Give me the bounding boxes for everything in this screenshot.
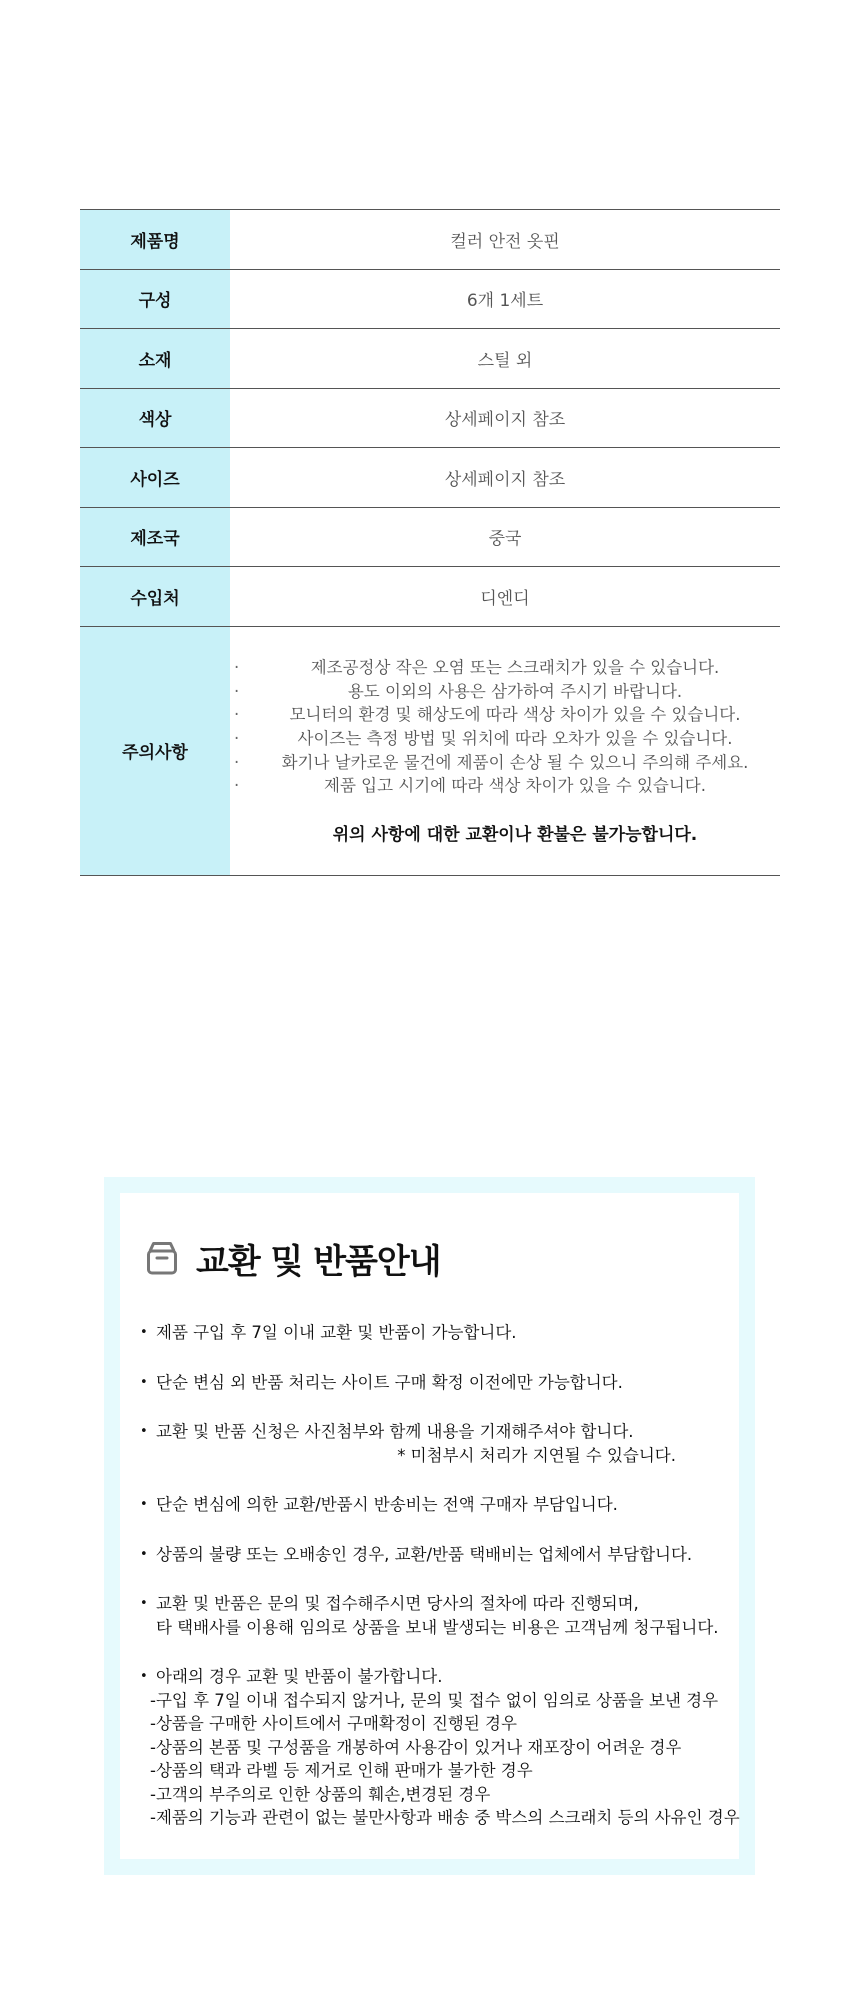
caution-item: · 용도 이외의 사용은 삼가하여 주시기 바랍니다. (230, 680, 780, 704)
policy-text: • 아래의 경우 교환 및 반품이 불가합니다. (156, 1667, 443, 1686)
spec-row-product-name (80, 210, 780, 270)
policy-note: * 미첨부시 처리가 지연될 수 있습니다. (397, 1445, 676, 1465)
no-refund-notice: 위의 사항에 대한 교환이나 환불은 불가능합니다. (332, 824, 698, 845)
spec-label: 주의사항 (80, 626, 230, 875)
spec-label: 사이즈 (80, 448, 230, 508)
spec-label: 색상 (80, 388, 230, 448)
box-icon (142, 1238, 182, 1278)
policy-exception: -상품의 본품 및 구성품을 개봉하여 사용감이 있거나 재포장이 어려운 경우 (150, 1737, 682, 1757)
policy-exception: -상품의 택과 라벨 등 제거로 인해 판매가 불가한 경우 (150, 1761, 533, 1780)
product-spec-table (80, 209, 780, 876)
policy-text: • 상품의 불량 또는 오배송인 경우, 교환/반품 택배비는 업체에서 부담합니다. (156, 1544, 693, 1564)
policy-item (138, 1321, 738, 1345)
spec-label: 제조국 (80, 507, 230, 567)
spec-row-size (80, 448, 780, 508)
caution-item: · 사이즈는 측정 방법 및 위치에 따라 오차가 있을 수 있습니다. (230, 727, 780, 751)
spec-value: 컬러 안전 옷핀 (230, 210, 780, 270)
policy-item (138, 1420, 738, 1467)
spec-label: 구성 (80, 269, 230, 329)
spec-value: 상세페이지 참조 (230, 448, 780, 508)
caution-item: · 모니터의 환경 및 해상도에 따라 색상 차이가 있을 수 있습니다. (230, 703, 780, 727)
spec-value: 디엔디 (230, 567, 780, 627)
spec-value: 6개 1세트 (230, 269, 780, 329)
spec-value: 상세페이지 참조 (230, 388, 780, 448)
exchange-return-heading (142, 1233, 441, 1283)
exchange-return-section (104, 1177, 755, 1875)
cautions-cell (230, 626, 780, 875)
section-title: 교환 및 반품안내 (196, 1241, 441, 1282)
spec-row-origin (80, 507, 780, 567)
spec-row-material (80, 329, 780, 389)
policy-item (138, 1665, 738, 1830)
caution-item: · 화기나 날카로운 물건에 제품이 손상 될 수 있으니 주의해 주세요. (230, 751, 780, 775)
spec-label: 제품명 (80, 210, 230, 270)
spec-row-cautions (80, 626, 780, 875)
policy-text: • 단순 변심 외 반품 처리는 사이트 구매 확정 이전에만 가능합니다. (156, 1372, 623, 1392)
policy-text: • 단순 변심에 의한 교환/반품시 반송비는 전액 구매자 부담입니다. (156, 1495, 618, 1514)
policy-item (138, 1543, 738, 1567)
policy-text: • 교환 및 반품 신청은 사진첨부와 함께 내용을 기재해주셔야 합니다. (156, 1422, 634, 1441)
policy-text: • 교환 및 반품은 문의 및 접수해주시면 당사의 절차에 따라 진행되며, (156, 1594, 639, 1613)
policy-text: 타 택배사를 이용해 임의로 상품을 보내 발생되는 비용은 고객님께 청구됩니다. (156, 1617, 719, 1637)
policy-exception: -구입 후 7일 이내 접수되지 않거나, 문의 및 접수 없이 임의로 상품을 보낸 경우 (150, 1690, 719, 1710)
spec-value: 스틸 외 (230, 329, 780, 389)
cautions-list (230, 656, 780, 798)
spec-value: 중국 (230, 507, 780, 567)
policy-exception: -상품을 구매한 사이트에서 구매확정이 진행된 경우 (150, 1714, 517, 1733)
spec-label: 소재 (80, 329, 230, 389)
spec-label: 수입처 (80, 567, 230, 627)
spec-row-color (80, 388, 780, 448)
policy-exception: -제품의 기능과 관련이 없는 불만사항과 배송 중 박스의 스크래치 등의 사유인 경우 (150, 1808, 740, 1827)
policy-item (138, 1493, 738, 1517)
policy-exception: -고객의 부주의로 인한 상품의 훼손,변경된 경우 (150, 1784, 491, 1804)
policy-text: • 제품 구입 후 7일 이내 교환 및 반품이 가능합니다. (156, 1323, 517, 1342)
exchange-return-panel (120, 1193, 739, 1859)
policy-item (138, 1592, 738, 1639)
exchange-policy-list (138, 1321, 738, 1856)
spec-row-importer (80, 567, 780, 627)
caution-item: · 제품 입고 시기에 따라 색상 차이가 있을 수 있습니다. (230, 774, 780, 798)
policy-item (138, 1371, 738, 1395)
spec-row-composition (80, 269, 780, 329)
caution-item: · 제조공정상 작은 오염 또는 스크래치가 있을 수 있습니다. (230, 656, 780, 680)
